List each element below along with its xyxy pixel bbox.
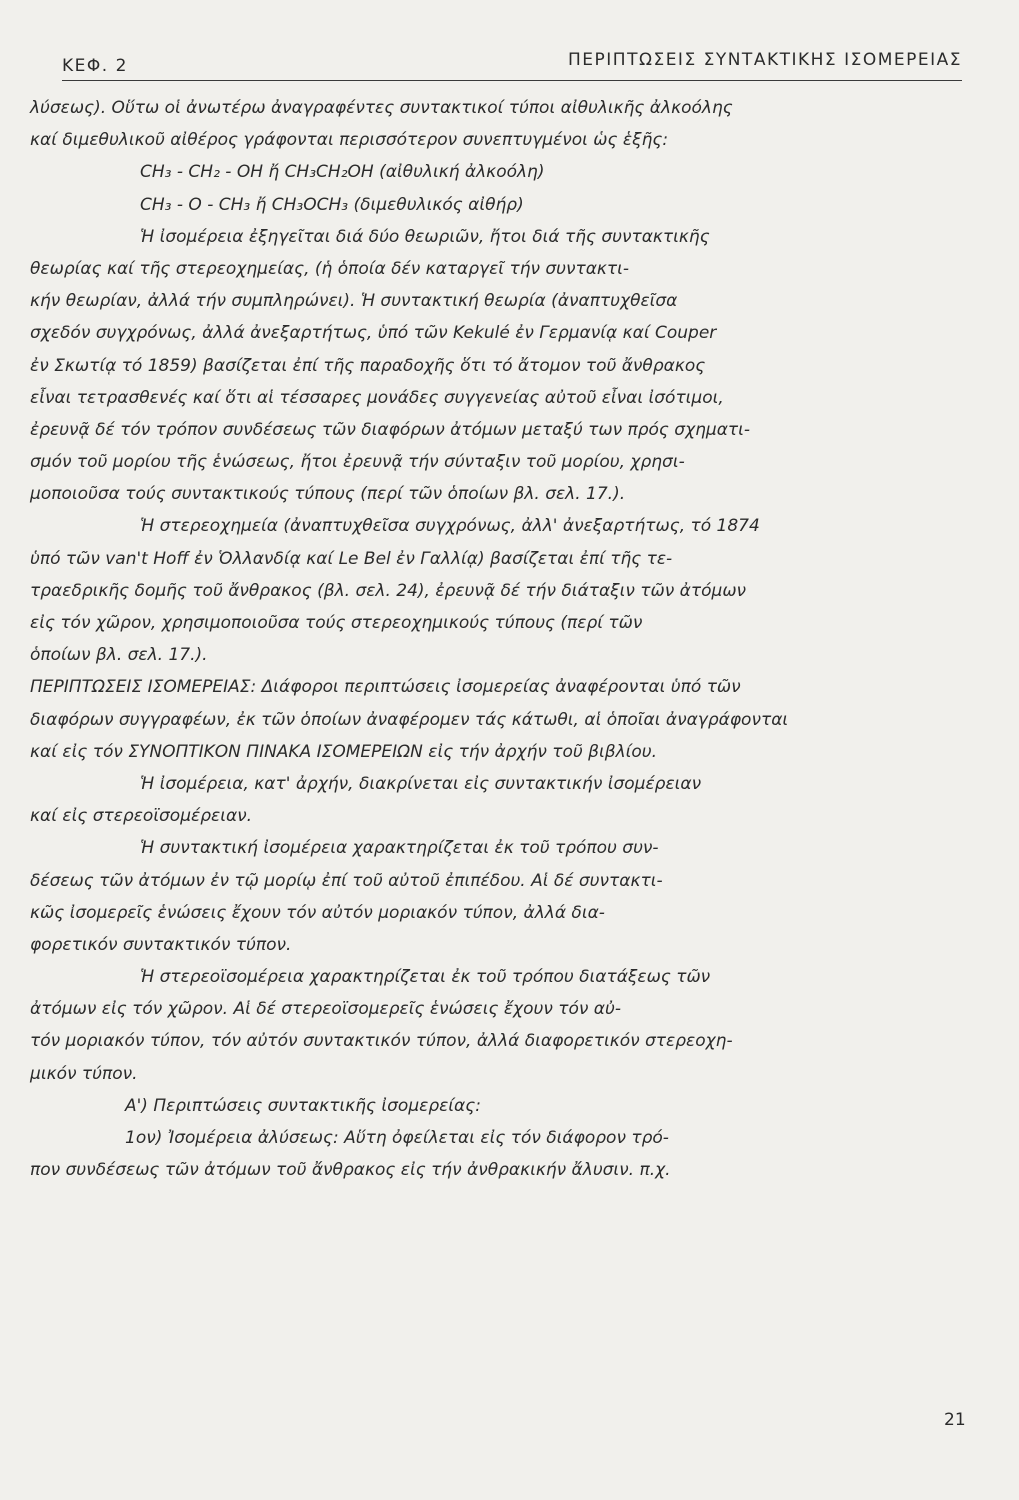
text-line: 1ον) Ἰσομέρεια ἀλύσεως: Αὕτη ὀφείλεται εἰς τόν διάφορον τρό-	[125, 1128, 669, 1148]
text-line: μοποιοῦσα τούς συντακτικούς τύπους (περί τῶν ὁποίων βλ. σελ. 17.).	[30, 484, 626, 505]
formula-line: CH₃ - O - CH₃ ἤ CH₃OCH₃ (διμεθυλικός αἰθήρ)	[140, 194, 524, 215]
text-line: ὁποίων βλ. σελ. 17.).	[30, 645, 208, 666]
text-line: καί εἰς τόν ΣΥΝΟΠΤΙΚΟΝ ΠΙΝΑΚΑ ΙΣΟΜΕΡΕΙΩΝ εἰς τήν ἀρχήν τοῦ βιβλίου.	[30, 741, 658, 762]
text-line: Ἡ στερεοϊσομέρεια χαρακτηρίζεται ἐκ τοῦ τρόπου διατάξεως τῶν	[140, 967, 711, 988]
text-line: θεωρίας καί τῆς στερεοχημείας, (ἡ ὁποία δέν καταργεῖ τήν συντακτι-	[30, 258, 630, 279]
text-line: Ἡ συντακτική ἰσομέρεια χαρακτηρίζεται ἐκ τοῦ τρόπου συν-	[140, 838, 659, 859]
text-line: σμόν τοῦ μορίου τῆς ἑνώσεως, ἤτοι ἐρευνᾷ τήν σύνταξιν τοῦ μορίου, χρησι-	[30, 452, 685, 473]
text-line: Ἡ ἰσομέρεια, κατ' ἀρχήν, διακρίνεται εἰς συντακτικήν ἰσομέρειαν	[140, 773, 702, 794]
section-line: ΠΕΡΙΠΤΩΣΕΙΣ ΙΣΟΜΕΡΕΙΑΣ: Διάφοροι περιπτώσεις ἰσομερείας ἀναφέρονται ὑπό τῶν	[30, 677, 741, 698]
text-line: λύσεως). Οὕτω οἱ ἀνωτέρω ἀναγραφέντες συντακτικοί τύποι αἰθυλικῆς ἀλκοόλης	[30, 98, 733, 118]
text-line: πον συνδέσεως τῶν ἀτόμων τοῦ ἄνθρακος εἰς τήν ἀνθρακικήν ἄλυσιν. π.χ.	[30, 1160, 671, 1181]
chapter-label: ΚΕΦ. 2	[62, 56, 128, 76]
text-line: κῶς ἰσομερεῖς ἑνώσεις ἔχουν τόν αὐτόν μοριακόν τύπον, ἀλλά δια-	[30, 902, 605, 923]
text-line: μικόν τύπον.	[30, 1063, 138, 1084]
page-body	[30, 92, 990, 1186]
text-line: ἐρευνᾷ δέ τόν τρόπον συνδέσεως τῶν διαφόρων ἀτόμων μεταξύ των πρός σχηματι-	[30, 419, 751, 440]
text-line: διαφόρων συγγραφέων, ἐκ τῶν ὁποίων ἀναφέρομεν τάς κάτωθι, αἱ ὁποῖαι ἀναγράφονται	[30, 709, 789, 730]
text-line: σχεδόν συγχρόνως, ἀλλά ἀνεξαρτήτως, ὑπό τῶν Kekulé ἐν Γερμανίᾳ καί Couper	[30, 323, 717, 344]
text-line: φορετικόν συντακτικόν τύπον.	[30, 934, 292, 955]
text-line: τόν μοριακόν τύπον, τόν αὐτόν συντακτικόν τύπον, ἀλλά διαφορετικόν στερεοχη-	[30, 1031, 733, 1052]
text-line: ἀτόμων εἰς τόν χῶρον. Αἱ δέ στερεοϊσομερεῖς ἑνώσεις ἔχουν τόν αὐ-	[30, 999, 621, 1020]
page-number: 21	[944, 1410, 966, 1430]
formula-line: CH₃ - CH₂ - OH ἤ CH₃CH₂OH (αἰθυλική ἀλκοόλη)	[140, 162, 545, 183]
text-line: δέσεως τῶν ἀτόμων ἐν τῷ μορίῳ ἐπί τοῦ αὐτοῦ ἐπιπέδου. Αἱ δέ συντακτι-	[30, 870, 663, 891]
text-line: καί εἰς στερεοϊσομέρειαν.	[30, 806, 253, 827]
text-line: Ἡ ἰσομέρεια ἐξηγεῖται διά δύο θεωριῶν, ἤτοι διά τῆς συντακτικῆς	[140, 226, 710, 247]
text-line: τραεδρικῆς δομῆς τοῦ ἄνθρακος (βλ. σελ. 24), ἐρευνᾷ δέ τήν διάταξιν τῶν ἀτόμων	[30, 580, 747, 601]
text-line: ὑπό τῶν van't Hoff ἐν Ὁλλανδίᾳ καί Le Bel ἐν Γαλλίᾳ) βασίζεται ἐπί τῆς τε-	[30, 548, 673, 569]
text-line: εἶναι τετρασθενές καί ὅτι αἱ τέσσαρες μονάδες συγγενείας αὐτοῦ εἶναι ἰσότιμοι,	[30, 387, 724, 408]
running-title: ΠΕΡΙΠΤΩΣΕΙΣ ΣΥΝΤΑΚΤΙΚΗΣ ΙΣΟΜΕΡΕΙΑΣ	[568, 50, 962, 70]
text-line: ἐν Σκωτίᾳ τό 1859) βασίζεται ἐπί τῆς παραδοχῆς ὅτι τό ἄτομον τοῦ ἄνθρακος	[30, 355, 706, 376]
text-line: εἰς τόν χῶρον, χρησιμοποιοῦσα τούς στερεοχημικούς τύπους (περί τῶν	[30, 613, 643, 633]
subsection-heading: Α') Περιπτώσεις συντακτικῆς ἰσομερείας:	[125, 1095, 481, 1116]
text-line: Ἡ στερεοχημεία (ἀναπτυχθεῖσα συγχρόνως, ἀλλ' ἀνεξαρτήτως, τό 1874	[140, 516, 760, 537]
text-line: κήν θεωρίαν, ἀλλά τήν συμπληρώνει). Ἡ συντακτική θεωρία (ἀναπτυχθεῖσα	[30, 291, 678, 312]
text-line: καί διμεθυλικοῦ αἰθέρος γράφονται περισσότερον συνεπτυγμένοι ὡς ἑξῆς:	[30, 130, 669, 151]
header-rule	[62, 80, 962, 81]
